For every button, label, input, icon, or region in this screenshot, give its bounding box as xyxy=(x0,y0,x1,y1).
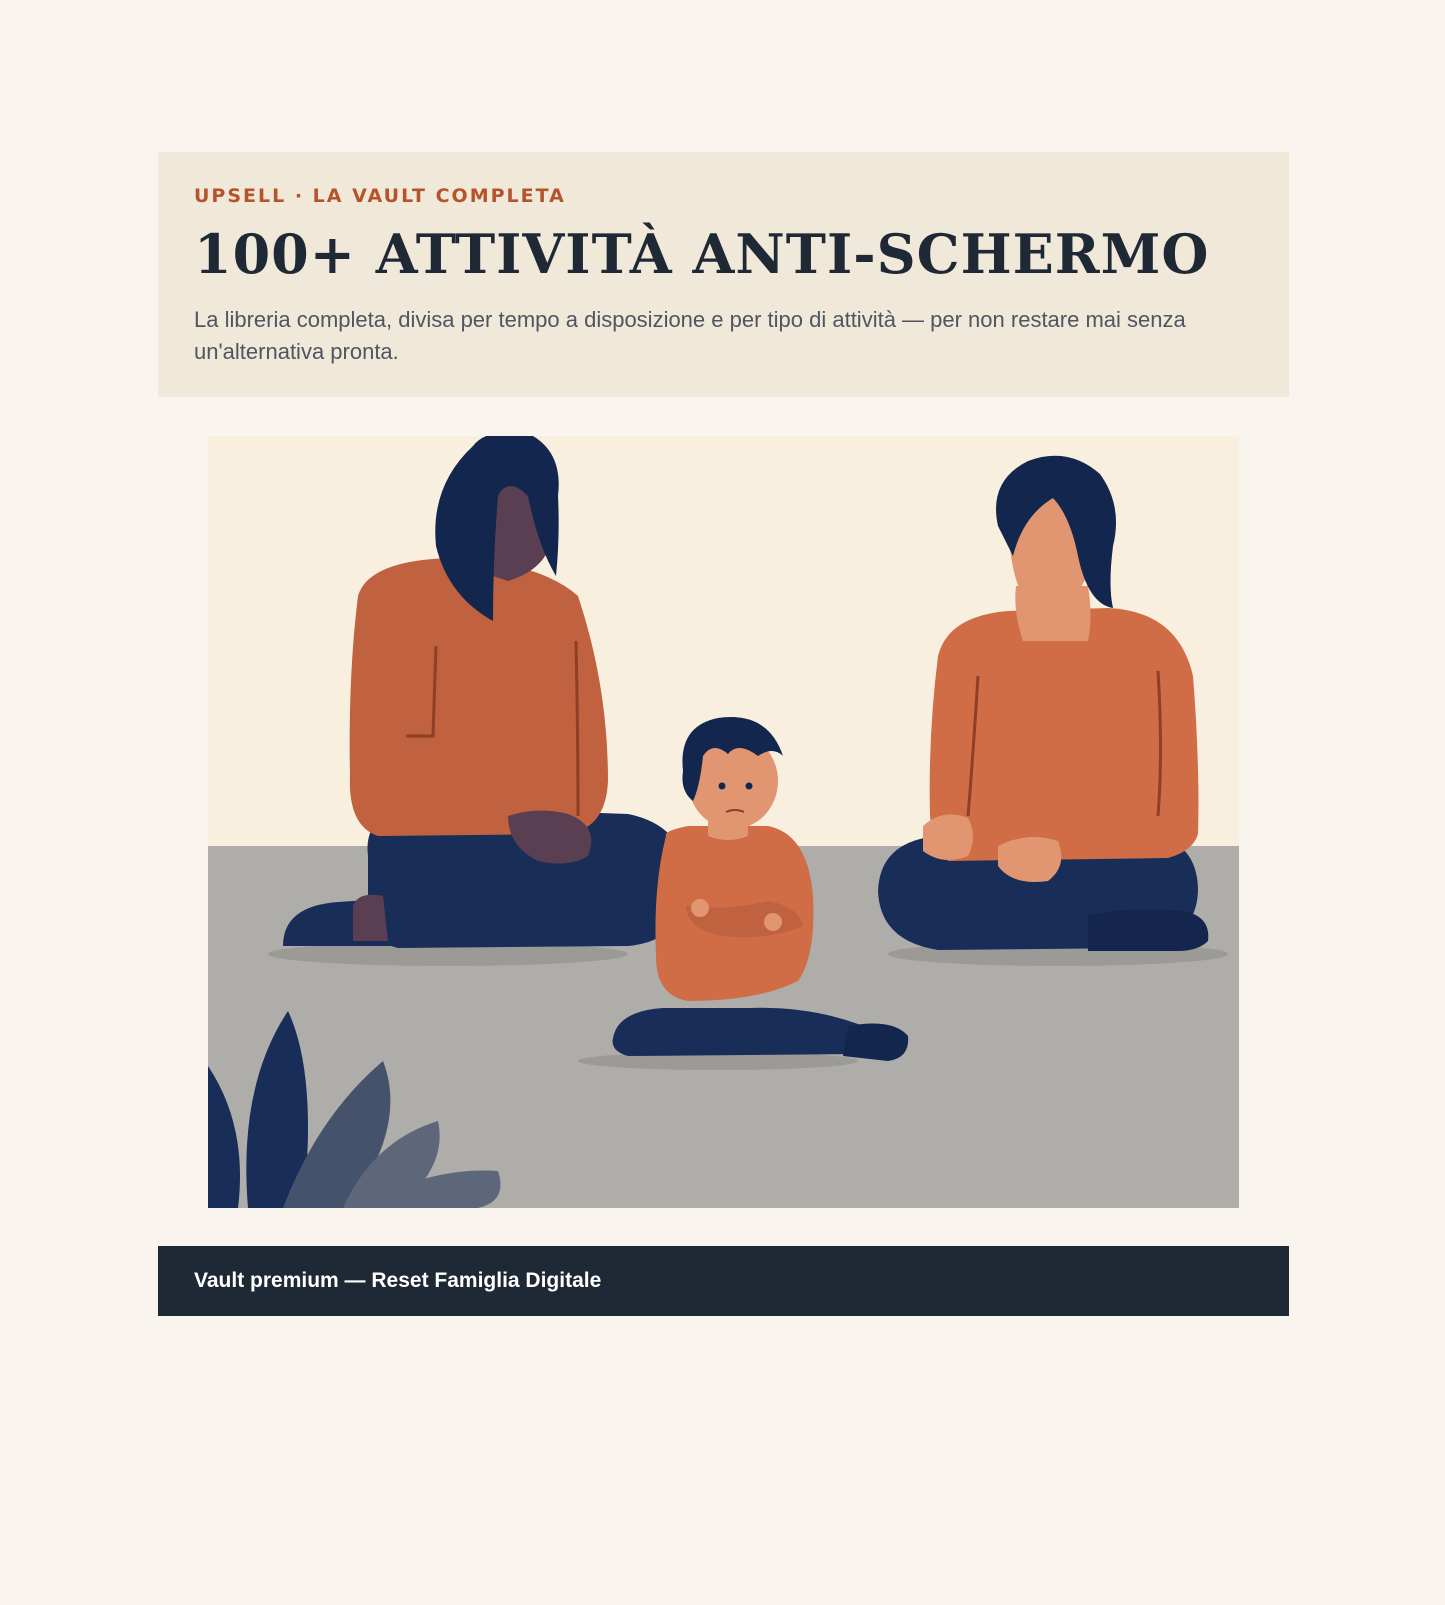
footer-label: Vault premium — Reset Famiglia Digitale xyxy=(194,1269,602,1292)
family-illustration xyxy=(208,436,1239,1208)
page-title: 100+ ATTIVITÀ ANTI-SCHERMO xyxy=(194,222,1210,286)
footer-bar xyxy=(158,1246,1289,1316)
eyebrow-label: UPSELL · LA VAULT COMPLETA xyxy=(194,185,566,207)
header-panel xyxy=(158,152,1289,397)
page-subtitle: La libreria completa, divisa per tempo a disposizione e per tipo di attività — per non restare mai senza un'alternativa pronta. xyxy=(194,307,1186,364)
